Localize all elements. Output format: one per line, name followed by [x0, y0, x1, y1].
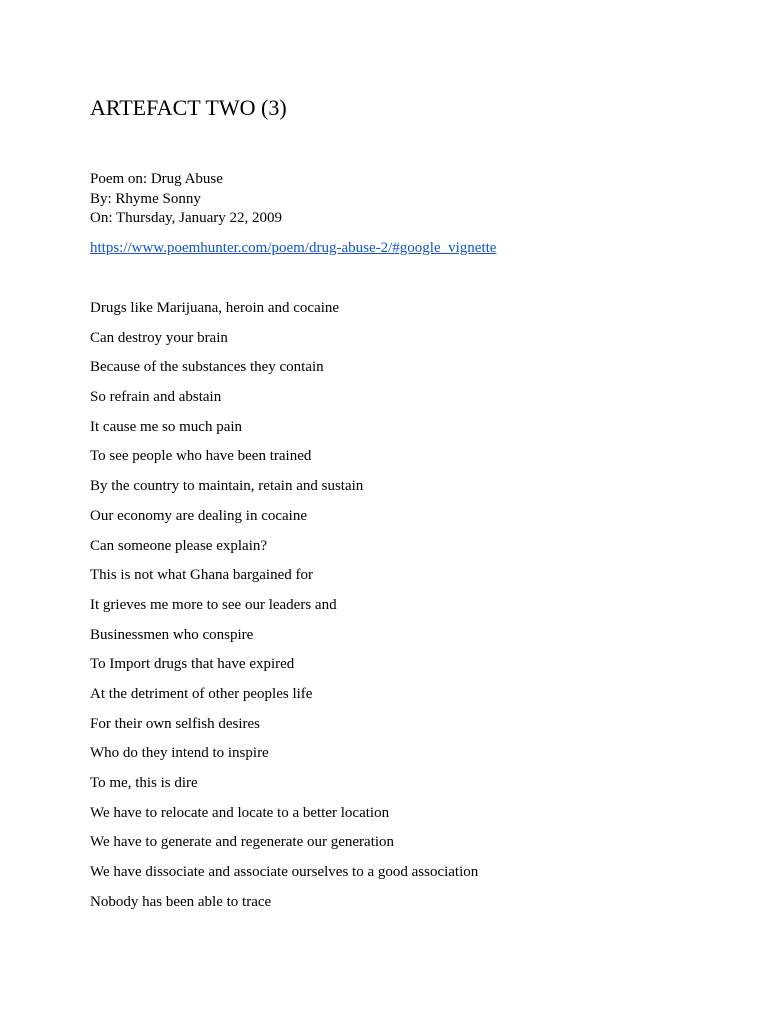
poem-line: For their own selfish desires [90, 715, 260, 732]
poem-line: We have to generate and regenerate our generation [90, 834, 395, 851]
poem-line: Nobody has been able to trace [90, 893, 272, 910]
poem-line: Businessmen who conspire [90, 626, 254, 643]
poem-line: By the country to maintain, retain and sustain [90, 478, 364, 495]
poem-line: Drugs like Marijuana, heroin and cocaine [90, 300, 340, 316]
poem-date: On: Thursday, January 22, 2009 [90, 210, 283, 226]
poem-topic: Poem on: Drug Abuse [90, 171, 223, 187]
document-title: ARTEFACT TWO (3) [90, 95, 287, 120]
poem-line: So refrain and abstain [90, 389, 222, 406]
source-link[interactable]: https://www.poemhunter.com/poem/drug-abuse-2/#google_vignette [90, 240, 497, 256]
poem-line: To Import drugs that have expired [90, 656, 295, 673]
poem-line: Can destroy your brain [90, 329, 228, 346]
poem-line: It cause me so much pain [90, 418, 243, 435]
poem-line: Who do they intend to inspire [90, 745, 269, 762]
poem-line: We have dissociate and associate ourselves to a good association [90, 864, 479, 881]
poem-line: It grieves me more to see our leaders and [90, 596, 337, 613]
poem-line: We have to relocate and locate to a better location [90, 804, 390, 821]
poem-body [90, 298, 478, 921]
poem-line: To me, this is dire [90, 775, 198, 791]
poem-line: To see people who have been trained [90, 448, 312, 465]
poem-line: This is not what Ghana bargained for [90, 567, 314, 584]
poem-line: Because of the substances they contain [90, 359, 324, 376]
poem-line: Our economy are dealing in cocaine [90, 507, 307, 524]
poem-line: At the detriment of other peoples life [90, 685, 313, 702]
poem-author: By: Rhyme Sonny [90, 190, 201, 207]
poem-metadata [90, 170, 282, 229]
poem-line: Can someone please explain? [90, 537, 268, 554]
